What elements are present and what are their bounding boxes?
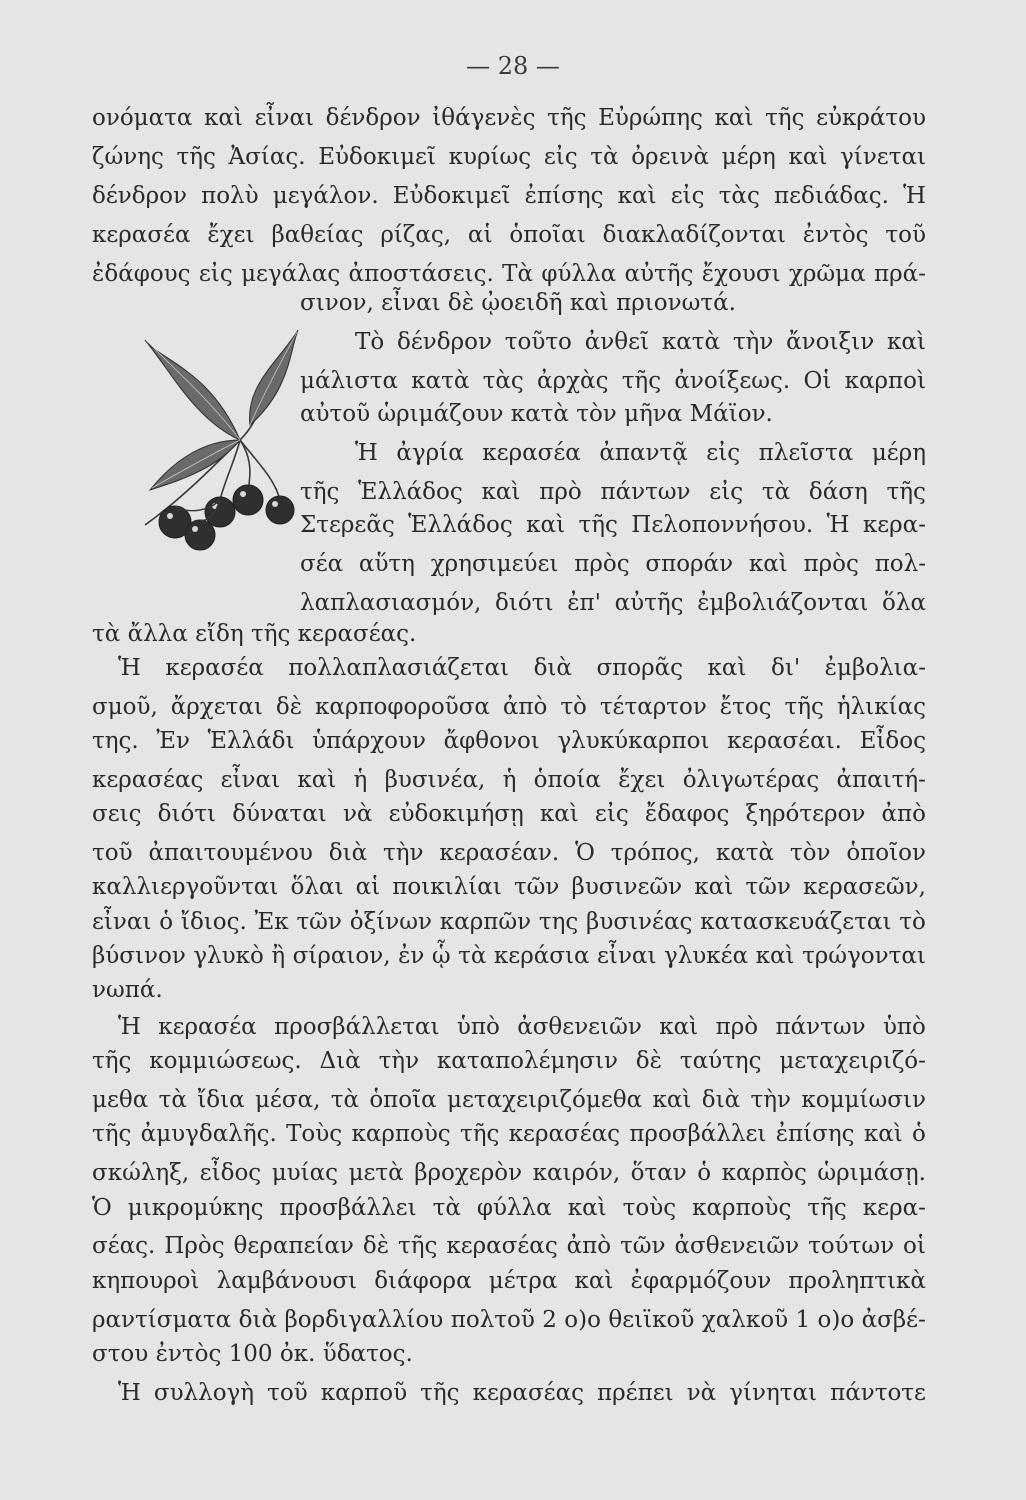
text-line: Ὁ μικρομύκης προσβάλλει τὰ φύλλα καὶ τοὺς καρποὺς τῆς κερα-	[92, 1195, 926, 1221]
text-line: Στερεᾶς Ἑλλάδος καὶ τῆς Πελοποννήσου. Ἡ κερα-	[300, 512, 926, 538]
text-line: νωπά.	[92, 977, 163, 1003]
text-line: τοῦ ἀπαιτουμένου διὰ τὴν κερασέαν. Ὁ τρόπος, κατὰ τὸν ὁποῖον	[92, 840, 926, 866]
text-line: τὰ ἄλλα εἴδη τῆς κερασέας.	[92, 621, 417, 647]
text-line: ραντίσματα διὰ βορδιγαλλίου πολτοῦ 2 ο)ο θειϊκοῦ χαλκοῦ 1 ο)ο ἀσβέ-	[92, 1307, 926, 1333]
text-line: κερασέας εἶναι καὶ ἡ βυσινέα, ἡ ὁποία ἔχει ὀλιγωτέρας ἀπαιτή-	[92, 767, 926, 793]
text-line: της. Ἐν Ἑλλάδι ὑπάρχουν ἄφθονοι γλυκύκαρποι κερασέαι. Εἶδος	[92, 728, 926, 754]
text-line: τῆς κομμιώσεως. Διὰ τὴν καταπολέμησιν δὲ ταύτης μεταχειριζό-	[92, 1048, 926, 1074]
text-line: βύσινον γλυκὸ ἢ σίραιον, ἐν ᾧ τὰ κεράσια εἶναι γλυκέα καὶ τρώγονται	[92, 943, 926, 969]
text-line: σμοῦ, ἄρχεται δὲ καρποφοροῦσα ἀπὸ τὸ τέταρτον ἔτος τῆς ἡλικίας	[92, 694, 926, 720]
text-line: λαπλασιασμόν, διότι ἐπ' αὐτῆς ἐμβολιάζονται ὅλα	[300, 590, 926, 616]
text-line: Ἡ συλλογὴ τοῦ καρποῦ τῆς κερασέας πρέπει νὰ γίνηται πάντοτε	[118, 1380, 926, 1406]
text-line: ἐδάφους εἰς μεγάλας ἀποστάσεις. Τὰ φύλλα αὐτῆς ἔχουσι χρῶμα πρά-	[92, 261, 926, 287]
text-line: σινον, εἶναι δὲ ᾠοειδῆ καὶ πριονωτά.	[300, 290, 736, 316]
text-line: ονόματα καὶ εἶναι δένδρον ἰθάγενὲς τῆς Εὐρώπης καὶ τῆς εὐκράτου	[92, 105, 926, 131]
text-line: Ἡ κερασέα προσβάλλεται ὑπὸ ἀσθενειῶν καὶ πρὸ πάντων ὑπὸ	[118, 1014, 926, 1040]
text-line: Τὸ δένδρον τοῦτο ἀνθεῖ κατὰ τὴν ἄνοιξιν καὶ	[355, 329, 926, 355]
text-line: αὐτοῦ ὡριμάζουν κατὰ τὸν μῆνα Μάϊον.	[300, 401, 773, 427]
text-line: σέας. Πρὸς θεραπείαν δὲ τῆς κερασέας ἀπὸ τῶν ἀσθενειῶν τούτων οἱ	[92, 1233, 926, 1259]
text-line: κηπουροὶ λαμβάνουσι διάφορα μέτρα καὶ ἐφαρμόζουν προληπτικὰ	[92, 1268, 926, 1294]
text-line: κερασέα ἔχει βαθείας ρίζας, αἱ ὁποῖαι διακλαδίζονται ἐντὸς τοῦ	[92, 222, 926, 248]
text-line: ζώνης τῆς Ἀσίας. Εὐδοκιμεῖ κυρίως εἰς τὰ ὀρεινὰ μέρη καὶ γίνεται	[92, 144, 926, 170]
text-line: στου ἐντὸς 100 ὀκ. ὕδατος.	[92, 1341, 413, 1367]
text-line: σκώληξ, εἶδος μυίας μετὰ βροχερὸν καιρόν, ὅταν ὁ καρπὸς ὡριμάσῃ.	[92, 1160, 926, 1186]
page-number: — 28 —	[466, 52, 560, 80]
text-line: σεις διότι δύναται νὰ εὐδοκιμήσῃ καὶ εἰς ἔδαφος ξηρότερον ἀπὸ	[92, 801, 926, 827]
text-line: μεθα τὰ ἴδια μέσα, τὰ ὁποῖα μεταχειριζόμεθα καὶ διὰ τὴν κομμίωσιν	[92, 1087, 926, 1113]
text-line: Ἡ ἀγρία κερασέα ἀπαντᾷ εἰς πλεῖστα μέρη	[355, 440, 926, 466]
text-line: τῆς ἀμυγδαλῆς. Τοὺς καρποὺς τῆς κερασέας προσβάλλει ἐπίσης καὶ ὁ	[92, 1121, 926, 1147]
text-line: εἶναι ὁ ἴδιος. Ἐκ τῶν ὀξίνων καρπῶν της βυσινέας κατασκευάζεται τὸ	[92, 909, 926, 935]
cherry-branch-illustration-icon	[140, 330, 300, 560]
text-line: τῆς Ἑλλάδος καὶ πρὸ πάντων εἰς τὰ δάση τῆς	[300, 479, 926, 505]
text-line: δένδρον πολὺ μεγάλον. Εὐδοκιμεῖ ἐπίσης καὶ εἰς τὰς πεδιάδας. Ἡ	[92, 183, 926, 209]
text-line: σέα αὕτη χρησιμεύει πρὸς σποράν καὶ πρὸς πολ-	[300, 551, 926, 577]
text-line: Ἡ κερασέα πολλαπλασιάζεται διὰ σπορᾶς καὶ δι' ἐμβολια-	[118, 655, 926, 681]
text-line: μάλιστα κατὰ τὰς ἀρχὰς τῆς ἀνοίξεως. Οἱ καρποὶ	[300, 368, 926, 394]
text-line: καλλιεργοῦνται ὅλαι αἱ ποικιλίαι τῶν βυσινεῶν καὶ τῶν κερασεῶν,	[92, 874, 926, 900]
